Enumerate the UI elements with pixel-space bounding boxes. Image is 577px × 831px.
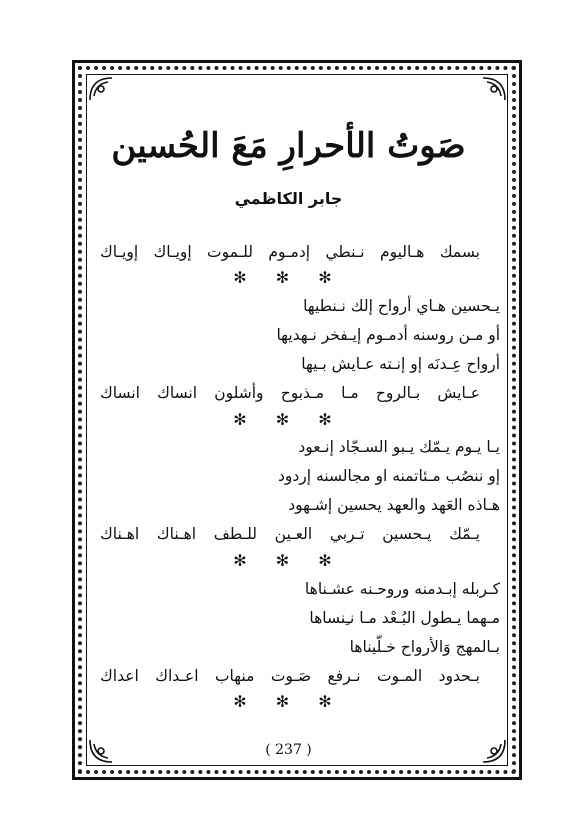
corner-ornament-top-right [481, 76, 507, 102]
verse-line: إو ننصُب مـئاتمنه او مجالسنه إردود [277, 467, 500, 485]
stars-separator: ✻ ✻ ✻ [233, 410, 344, 429]
verse-line: بـالمهج وَالأرواح خـلّيناها [349, 638, 500, 656]
verse-line: يـحسين هـاي أرواح إلك نـنطيها [303, 297, 500, 315]
poet-name: جابر الكاظمي [234, 189, 343, 208]
verse-line: عـايش بـالروح مـا مـذبوح وأشلون انساك انساك [100, 384, 480, 402]
stars-separator: ✻ ✻ ✻ [233, 551, 344, 570]
verse-line: كـربله إبـدمنه وروحـنه عشـناها [304, 580, 500, 598]
verse-line: بـحدود المـوت نـرفع صَـوت منهاب اعـداك اعداك [100, 667, 480, 685]
verse-line: أرواح عِـدنَه إو إنـته عـايش بـيها [301, 355, 500, 373]
page-number: ( 237 ) [265, 742, 312, 758]
corner-ornament-top-left [88, 76, 114, 102]
verse-line: أو مـن روسنه أدمـوم إيـفخر نـهديها [276, 326, 500, 344]
verse-line: هـاذه العَهد والعهد يحسين إشـهود [288, 496, 500, 514]
verse-line: مـهما يـطول البُـعْد مـا نـِنساها [309, 609, 500, 627]
verse-line: يـمّك يـحسين تـربي العـين للـطف اهـناك اهـناك [100, 525, 480, 543]
stars-separator: ✻ ✻ ✻ [233, 692, 344, 711]
verse-line: بسمك هـاليوم نـنطي إدمـوم للـموت إويـاك إويـاك [100, 243, 480, 261]
poem-title: صَوتُ الأحرارِ مَعَ الحُسين [111, 126, 466, 166]
stars-separator: ✻ ✻ ✻ [233, 268, 344, 287]
verse-line: يـا يـوم يـمّك يـبو السـجّاد إنـعود [298, 438, 500, 456]
